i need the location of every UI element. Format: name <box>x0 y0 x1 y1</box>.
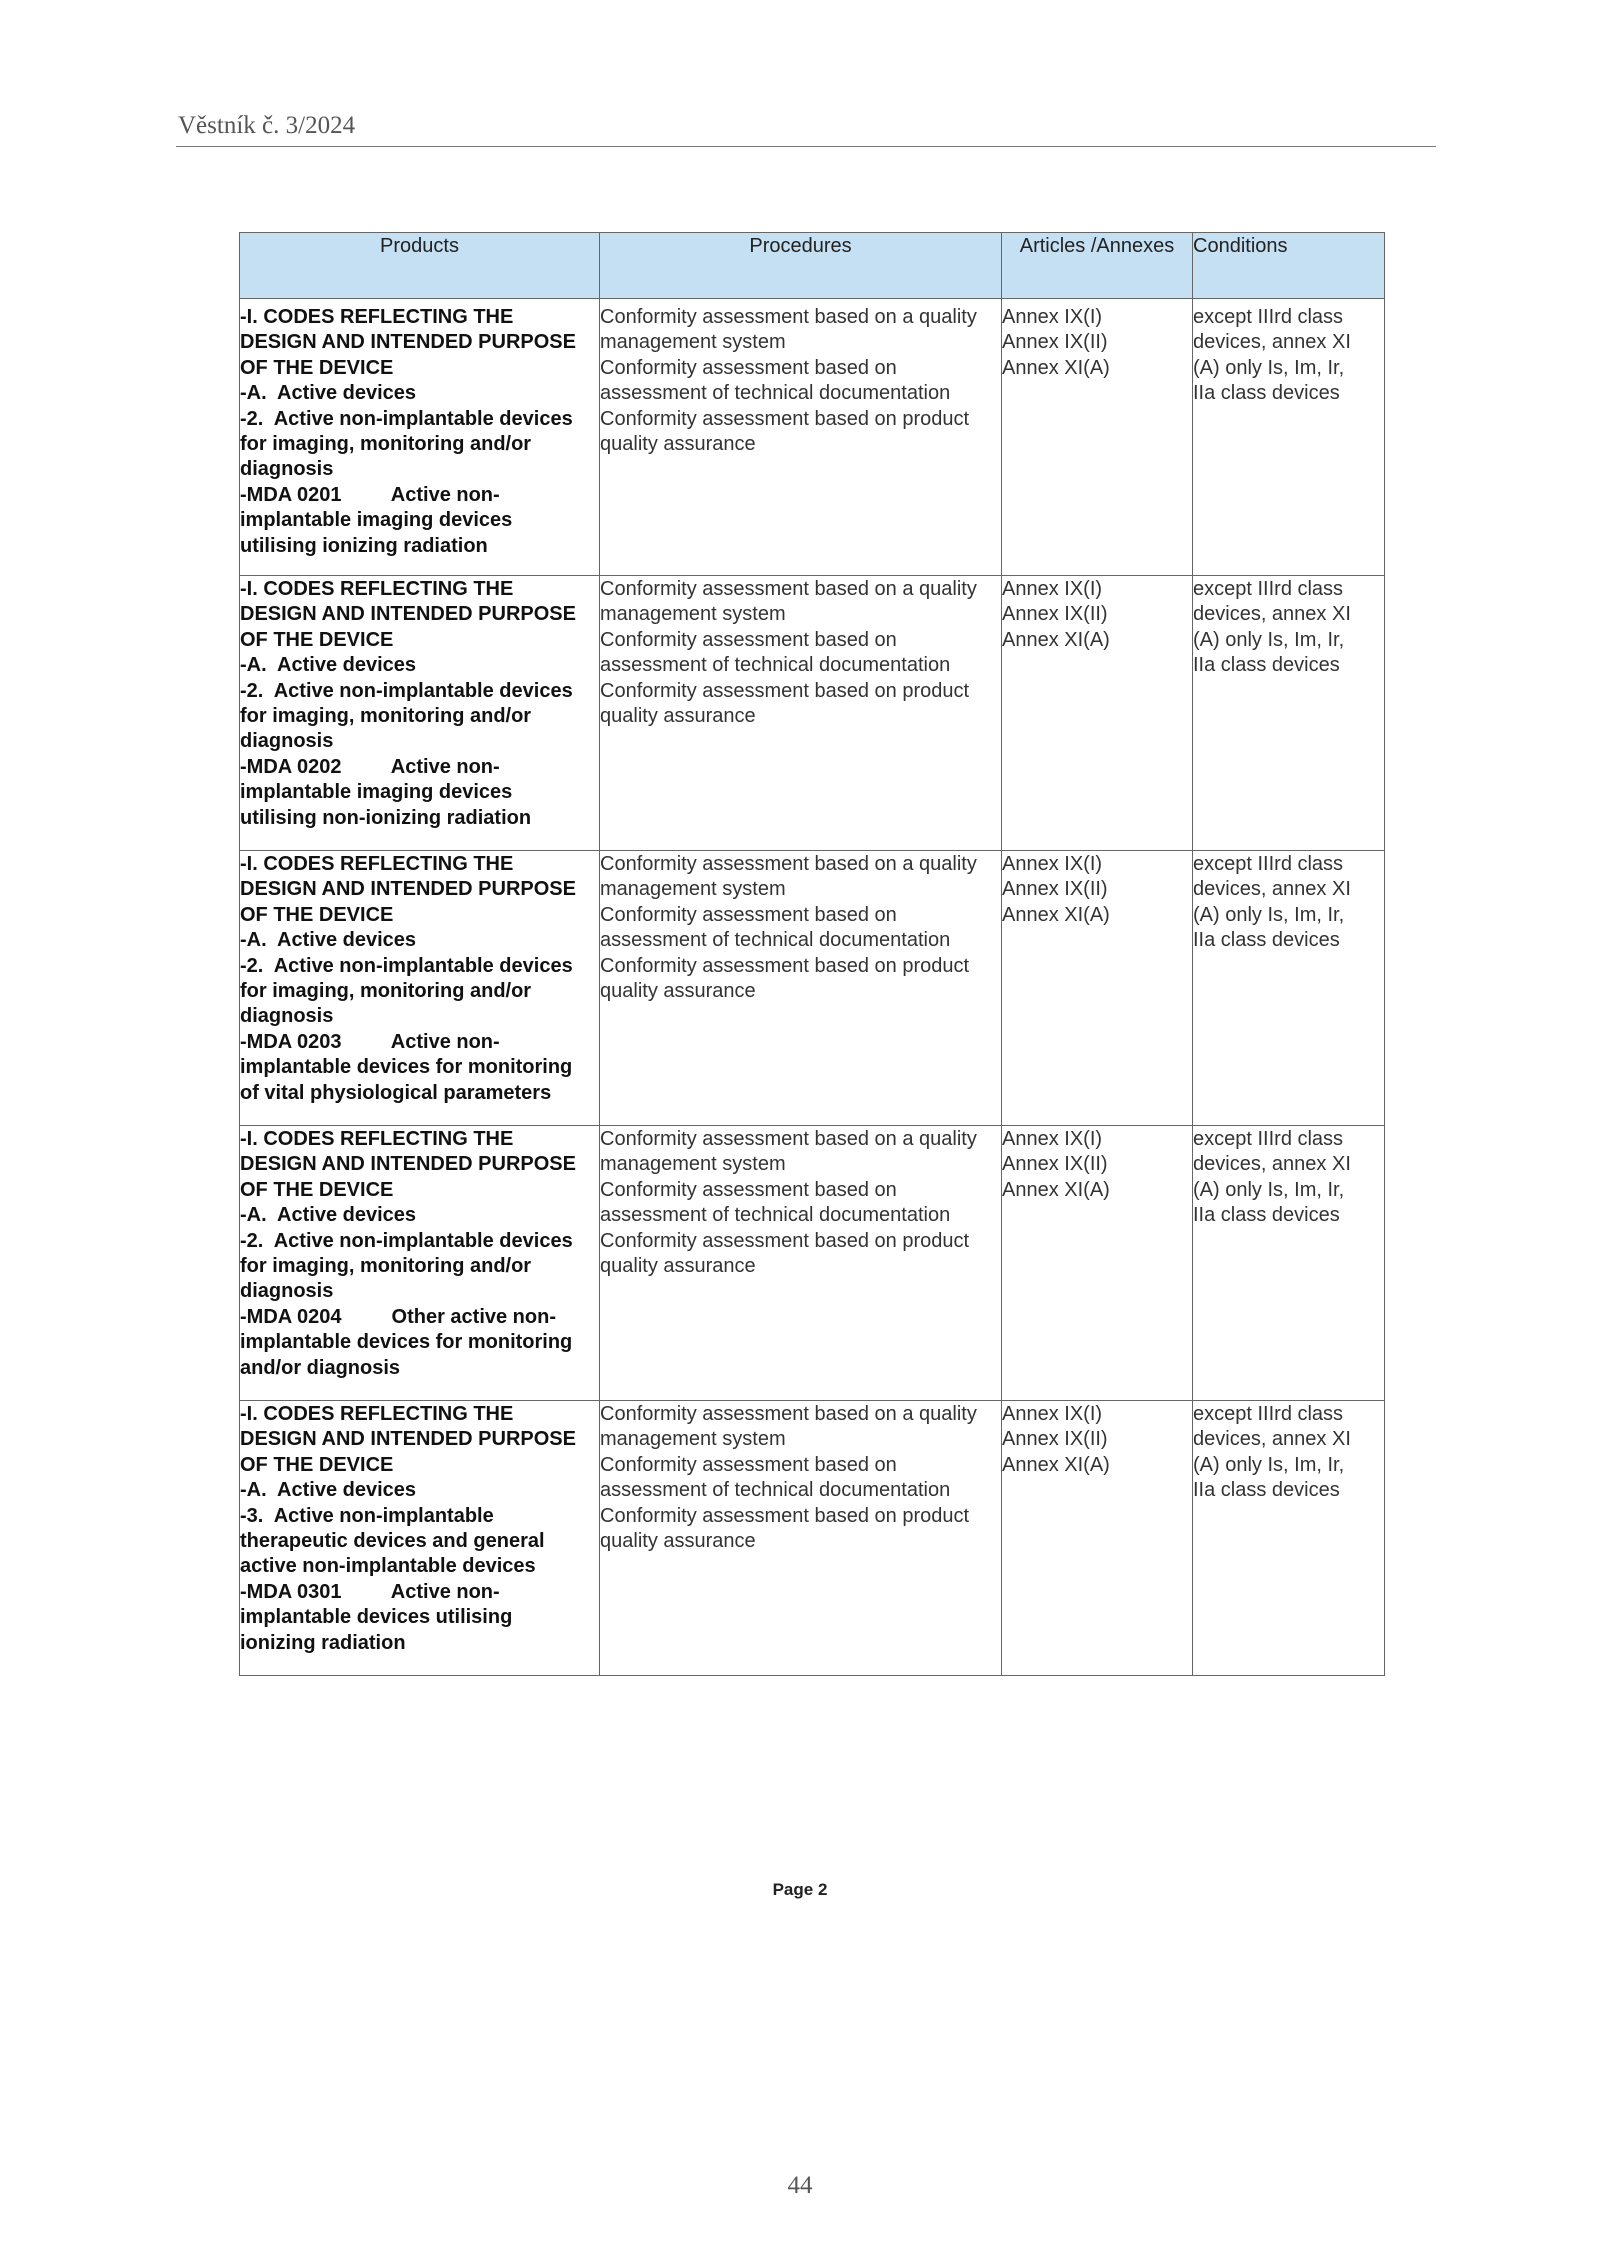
conditions-cell <box>1193 299 1385 576</box>
cell-line: DESIGN AND INTENDED PURPOSE <box>240 878 576 901</box>
cell-line: for imaging, monitoring and/or <box>240 705 532 728</box>
cell-line: -I. CODES REFLECTING THE <box>240 1403 514 1425</box>
annex-table <box>239 232 1385 1676</box>
cell-line: implantable devices utilising <box>240 1606 513 1629</box>
table-row <box>240 851 1385 1126</box>
articles-cell <box>1002 299 1193 576</box>
cell-line: OF THE DEVICE <box>240 1453 394 1476</box>
cell-line: management system <box>600 1153 786 1176</box>
cell-line: diagnosis <box>240 730 334 753</box>
cell-line: Annex IX(I) <box>1002 853 1103 875</box>
cell-line: -I. CODES REFLECTING THE <box>240 306 514 328</box>
cell-line: DESIGN AND INTENDED PURPOSE <box>240 603 576 626</box>
cell-line: Conformity assessment based on product <box>600 407 970 430</box>
cell-line: Annex XI(A) <box>1002 903 1110 926</box>
articles-cell <box>1002 576 1193 851</box>
cell-line: devices, annex XI <box>1193 331 1351 354</box>
cell-line: quality assurance <box>600 1255 756 1278</box>
cell-line: quality assurance <box>600 980 756 1003</box>
cell-line: Annex IX(II) <box>1002 1428 1108 1451</box>
cell-line: OF THE DEVICE <box>240 1178 394 1201</box>
cell-line: (A) only Is, Im, Ir, <box>1193 1453 1345 1476</box>
cell-line: IIa class devices <box>1193 382 1340 405</box>
table-header-row <box>240 233 1385 299</box>
cell-line: (A) only Is, Im, Ir, <box>1193 628 1345 651</box>
cell-line: OF THE DEVICE <box>240 628 394 651</box>
cell-line: Annex IX(I) <box>1002 1403 1103 1425</box>
cell-line: IIa class devices <box>1193 1479 1340 1502</box>
cell-line: IIa class devices <box>1193 654 1340 677</box>
cell-line: except IIIrd class <box>1193 578 1344 600</box>
page-number: 44 <box>787 2172 813 2199</box>
cell-line: -I. CODES REFLECTING THE <box>240 1128 514 1150</box>
procedures-cell <box>600 576 1002 851</box>
cell-line: except IIIrd class <box>1193 1403 1344 1425</box>
conditions-cell <box>1193 1126 1385 1401</box>
footer-page-label: Page 2 <box>772 1880 828 1899</box>
cell-line: -A. Active devices <box>240 1479 417 1502</box>
cell-line: -A. Active devices <box>240 382 417 405</box>
cell-line: management system <box>600 1428 786 1451</box>
cell-line: -A. Active devices <box>240 1204 417 1227</box>
cell-line: Conformity assessment based on a quality <box>600 306 977 328</box>
cell-line: management system <box>600 878 786 901</box>
cell-line: OF THE DEVICE <box>240 356 394 379</box>
cell-line: Conformity assessment based on <box>600 1453 897 1476</box>
procedures-cell <box>600 1126 1002 1401</box>
cell-line: Annex XI(A) <box>1002 356 1110 379</box>
column-header-conditions: Conditions <box>1193 233 1385 299</box>
cell-line: utilising ionizing radiation <box>240 534 488 557</box>
cell-line: active non-implantable devices <box>240 1555 536 1578</box>
cell-line: -2. Active non-implantable devices <box>240 679 573 702</box>
column-header-procedures: Procedures <box>600 233 1002 299</box>
table-row <box>240 1126 1385 1401</box>
running-header: Věstník č. 3/2024 <box>178 112 356 139</box>
cell-line: implantable imaging devices <box>240 781 513 804</box>
cell-line: -MDA 0204 Other active non- <box>240 1305 556 1328</box>
cell-line: -I. CODES REFLECTING THE <box>240 578 514 600</box>
cell-line: quality assurance <box>600 433 756 456</box>
cell-line: Annex IX(I) <box>1002 1128 1103 1150</box>
cell-line: for imaging, monitoring and/or <box>240 980 532 1003</box>
cell-line: assessment of technical documentation <box>600 929 951 952</box>
cell-line: assessment of technical documentation <box>600 382 951 405</box>
header-rule <box>176 146 1436 147</box>
cell-line: IIa class devices <box>1193 929 1340 952</box>
cell-line: Conformity assessment based on a quality <box>600 1403 977 1425</box>
cell-line: Conformity assessment based on <box>600 1178 897 1201</box>
cell-line: implantable devices for monitoring <box>240 1331 573 1354</box>
cell-line: devices, annex XI <box>1193 603 1351 626</box>
cell-line: Annex IX(II) <box>1002 603 1108 626</box>
cell-line: except IIIrd class <box>1193 306 1344 328</box>
products-cell <box>240 1401 600 1676</box>
table-row <box>240 576 1385 851</box>
cell-line: Conformity assessment based on <box>600 628 897 651</box>
cell-line: Annex IX(I) <box>1002 578 1103 600</box>
cell-line: (A) only Is, Im, Ir, <box>1193 903 1345 926</box>
articles-cell <box>1002 851 1193 1126</box>
cell-line: Annex IX(I) <box>1002 306 1103 328</box>
cell-line: quality assurance <box>600 705 756 728</box>
cell-line: devices, annex XI <box>1193 1153 1351 1176</box>
cell-line: utilising non-ionizing radiation <box>240 806 532 829</box>
cell-line: Annex XI(A) <box>1002 1178 1110 1201</box>
cell-line: ionizing radiation <box>240 1631 406 1654</box>
cell-line: devices, annex XI <box>1193 1428 1351 1451</box>
cell-line: OF THE DEVICE <box>240 903 394 926</box>
cell-line: Annex XI(A) <box>1002 628 1110 651</box>
cell-line: -A. Active devices <box>240 929 417 952</box>
conditions-cell <box>1193 1401 1385 1676</box>
cell-line: implantable imaging devices <box>240 509 513 532</box>
cell-line: Conformity assessment based on a quality <box>600 853 977 875</box>
cell-line: DESIGN AND INTENDED PURPOSE <box>240 1428 576 1451</box>
cell-line: diagnosis <box>240 1280 334 1303</box>
cell-line: -MDA 0201 Active non- <box>240 483 500 506</box>
cell-line: (A) only Is, Im, Ir, <box>1193 356 1345 379</box>
cell-line: -MDA 0301 Active non- <box>240 1580 500 1603</box>
cell-line: Conformity assessment based on <box>600 356 897 379</box>
cell-line: for imaging, monitoring and/or <box>240 1255 532 1278</box>
cell-line: diagnosis <box>240 1005 334 1028</box>
articles-cell <box>1002 1126 1193 1401</box>
cell-line: -2. Active non-implantable devices <box>240 1229 573 1252</box>
cell-line: for imaging, monitoring and/or <box>240 433 532 456</box>
articles-cell <box>1002 1401 1193 1676</box>
cell-line: Annex IX(II) <box>1002 1153 1108 1176</box>
products-cell <box>240 1126 600 1401</box>
procedures-cell <box>600 1401 1002 1676</box>
cell-line: management system <box>600 331 786 354</box>
cell-line: Annex XI(A) <box>1002 1453 1110 1476</box>
cell-line: IIa class devices <box>1193 1204 1340 1227</box>
cell-line: devices, annex XI <box>1193 878 1351 901</box>
cell-line: implantable devices for monitoring <box>240 1056 573 1079</box>
cell-line: Annex IX(II) <box>1002 878 1108 901</box>
cell-line: -MDA 0202 Active non- <box>240 755 500 778</box>
cell-line: except IIIrd class <box>1193 853 1344 875</box>
conditions-cell <box>1193 851 1385 1126</box>
cell-line: Conformity assessment based on <box>600 903 897 926</box>
products-cell <box>240 299 600 576</box>
column-header-products: Products <box>240 233 600 299</box>
cell-line: Conformity assessment based on a quality <box>600 578 977 600</box>
cell-line: (A) only Is, Im, Ir, <box>1193 1178 1345 1201</box>
cell-line: -A. Active devices <box>240 654 417 677</box>
table-row <box>240 1401 1385 1676</box>
cell-line: -MDA 0203 Active non- <box>240 1030 500 1053</box>
column-header-articles: Articles /Annexes <box>1002 233 1193 299</box>
procedures-cell <box>600 299 1002 576</box>
products-cell <box>240 576 600 851</box>
cell-line: except IIIrd class <box>1193 1128 1344 1150</box>
cell-line: -3. Active non-implantable <box>240 1504 494 1527</box>
cell-line: Conformity assessment based on product <box>600 1504 970 1527</box>
cell-line: assessment of technical documentation <box>600 1479 951 1502</box>
cell-line: of vital physiological parameters <box>240 1081 552 1104</box>
table-row <box>240 299 1385 576</box>
cell-line: assessment of technical documentation <box>600 654 951 677</box>
cell-line: Conformity assessment based on product <box>600 1229 970 1252</box>
products-cell <box>240 851 600 1126</box>
cell-line: therapeutic devices and general <box>240 1530 545 1553</box>
procedures-cell <box>600 851 1002 1126</box>
cell-line: -I. CODES REFLECTING THE <box>240 853 514 875</box>
cell-line: quality assurance <box>600 1530 756 1553</box>
cell-line: -2. Active non-implantable devices <box>240 407 573 430</box>
cell-line: DESIGN AND INTENDED PURPOSE <box>240 1153 576 1176</box>
cell-line: and/or diagnosis <box>240 1356 401 1379</box>
cell-line: Conformity assessment based on a quality <box>600 1128 977 1150</box>
conditions-cell <box>1193 576 1385 851</box>
cell-line: Conformity assessment based on product <box>600 954 970 977</box>
cell-line: Conformity assessment based on product <box>600 679 970 702</box>
cell-line: diagnosis <box>240 458 334 481</box>
cell-line: assessment of technical documentation <box>600 1204 951 1227</box>
cell-line: DESIGN AND INTENDED PURPOSE <box>240 331 576 354</box>
cell-line: Annex IX(II) <box>1002 331 1108 354</box>
cell-line: -2. Active non-implantable devices <box>240 954 573 977</box>
table-body <box>240 299 1385 1676</box>
cell-line: management system <box>600 603 786 626</box>
